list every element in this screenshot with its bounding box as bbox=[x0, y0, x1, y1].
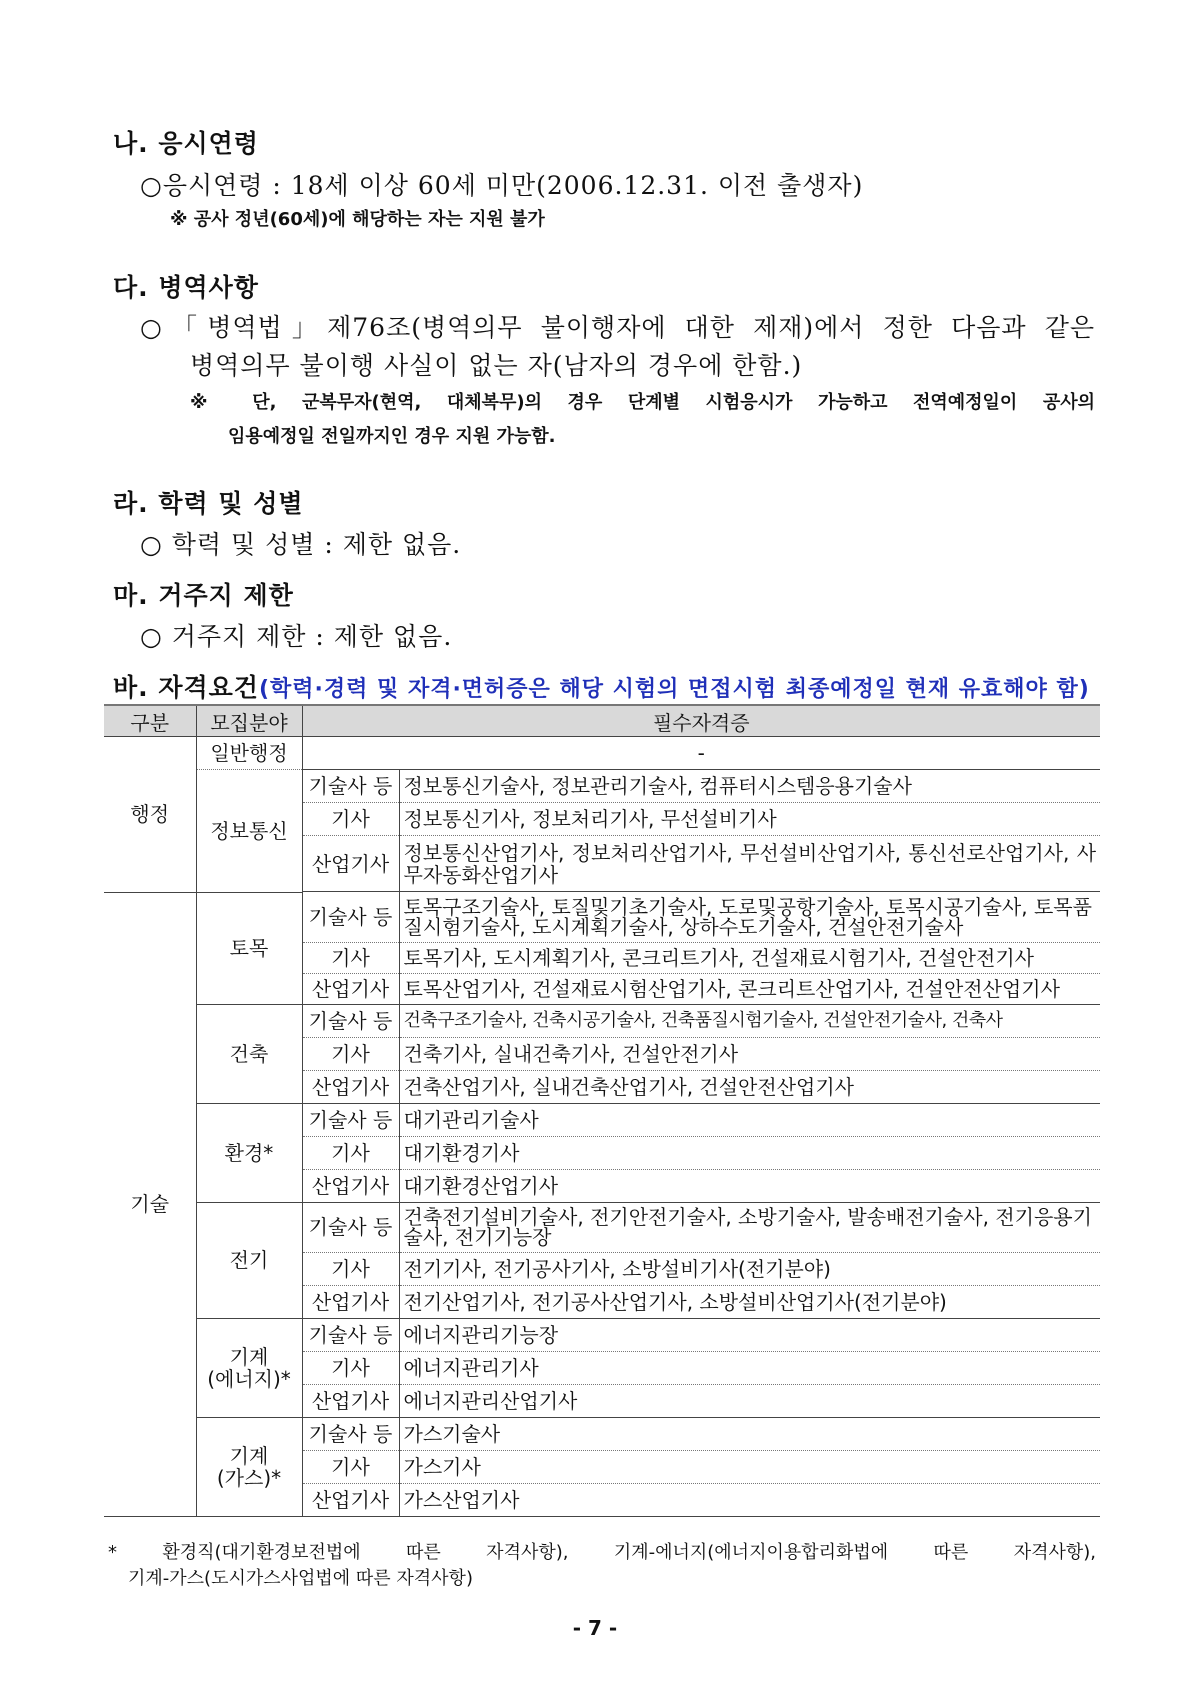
group-tech: 기술 bbox=[104, 892, 196, 1516]
table-row bbox=[104, 1417, 1100, 1450]
field-civil: 토목 bbox=[196, 892, 302, 1004]
residence-item: ○ 거주지 제한 : 제한 없음. bbox=[140, 622, 453, 651]
requirements-table bbox=[104, 704, 1100, 1517]
age-note: ※ 공사 정년(60세)에 해당하는 자는 지원 불가 bbox=[170, 209, 545, 230]
section-heading-education: 라. 학력 및 성별 bbox=[113, 489, 304, 518]
level-label: 기사 bbox=[302, 1450, 399, 1483]
age-item: ○응시연령 : 18세 이상 60세 미만(2006.12.31. 이전 출생자) bbox=[140, 171, 864, 200]
cert-list: 대기환경기사 bbox=[399, 1136, 1100, 1169]
military-item-line2: 병역의무 불이행 사실이 없는 자(남자의 경우에 한함.) bbox=[190, 351, 803, 380]
cert-list: 에너지관리기사 bbox=[399, 1351, 1100, 1384]
group-admin: 행정 bbox=[104, 737, 196, 893]
level-label: 산업기사 bbox=[302, 1483, 399, 1516]
section-heading-residence: 마. 거주지 제한 bbox=[113, 581, 294, 610]
table-row bbox=[104, 1202, 1100, 1252]
cert-list: 건축구조기술사, 건축시공기술사, 건축품질시험기술사, 건설안전기술사, 건축사 bbox=[399, 1004, 1100, 1037]
cert-list: 정보통신산업기사, 정보처리산업기사, 무선설비산업기사, 통신선로산업기사, 사무자동화산업기사 bbox=[399, 836, 1100, 892]
table-row bbox=[104, 1318, 1100, 1351]
level-label: 산업기사 bbox=[302, 1169, 399, 1202]
section-heading-age: 나. 응시연령 bbox=[113, 129, 259, 158]
header-category: 구분 bbox=[104, 705, 196, 737]
education-item: ○ 학력 및 성별 : 제한 없음. bbox=[140, 530, 462, 559]
field-env: 환경* bbox=[196, 1103, 302, 1202]
level-label: 기술사 등 bbox=[302, 770, 399, 803]
level-label: 산업기사 bbox=[302, 1384, 399, 1417]
cert-list: 가스산업기사 bbox=[399, 1483, 1100, 1516]
cert-list: 전기산업기사, 전기공사산업기사, 소방설비산업기사(전기분야) bbox=[399, 1285, 1100, 1318]
level-label: 기술사 등 bbox=[302, 892, 399, 942]
table-row bbox=[104, 737, 1100, 770]
level-label: 기사 bbox=[302, 1037, 399, 1070]
level-label: 기술사 등 bbox=[302, 1318, 399, 1351]
cert-list: 건축전기설비기술사, 전기안전기술사, 소방기술사, 발송배전기술사, 전기응용기술사, 전기기능장 bbox=[399, 1202, 1100, 1252]
field-mech-gas-line1: 기계 bbox=[229, 1443, 269, 1468]
cert-list: 가스기술사 bbox=[399, 1417, 1100, 1450]
table-header-row bbox=[104, 705, 1100, 737]
table-row bbox=[104, 1004, 1100, 1037]
military-note-line1: ※ 단, 군복무자(현역, 대체복무)의 경우 단계별 시험응시가 가능하고 전역예정일이 공사의 bbox=[190, 392, 1095, 413]
military-note-line2: 임용예정일 전일까지인 경우 지원 가능함. bbox=[228, 426, 556, 447]
level-label: 기사 bbox=[302, 1252, 399, 1285]
cert-list: 정보통신기술사, 정보관리기술사, 컴퓨터시스템응용기술사 bbox=[399, 770, 1100, 803]
field-mech-gas bbox=[196, 1417, 302, 1516]
level-label: 기사 bbox=[302, 803, 399, 836]
section-heading-military: 다. 병역사항 bbox=[113, 273, 259, 302]
cert-list: 가스기사 bbox=[399, 1450, 1100, 1483]
cert-list: 에너지관리산업기사 bbox=[399, 1384, 1100, 1417]
cert-general-admin: - bbox=[302, 737, 1100, 770]
cert-list: 건축산업기사, 실내건축산업기사, 건설안전산업기사 bbox=[399, 1070, 1100, 1103]
cert-list: 대기관리기술사 bbox=[399, 1103, 1100, 1136]
field-arch: 건축 bbox=[196, 1004, 302, 1103]
qualification-subtitle: (학력·경력 및 자격·면허증은 해당 시험의 면접시험 최종예정일 현재 유효해야 함) bbox=[258, 677, 1090, 702]
section-heading-qualification bbox=[113, 668, 1090, 704]
level-label: 산업기사 bbox=[302, 836, 399, 892]
cert-list: 토목구조기술사, 토질및기초기술사, 도로및공항기술사, 토목시공기술사, 토목품질시험기술사, 도시계획기술사, 상하수도기술사, 건설안전기술사 bbox=[399, 892, 1100, 942]
field-mech-energy-line1: 기계 bbox=[229, 1344, 269, 1369]
cert-list: 전기기사, 전기공사기사, 소방설비기사(전기분야) bbox=[399, 1252, 1100, 1285]
level-label: 산업기사 bbox=[302, 973, 399, 1004]
cert-list: 에너지관리기능장 bbox=[399, 1318, 1100, 1351]
field-info: 정보통신 bbox=[196, 770, 302, 893]
cert-list: 토목산업기사, 건설재료시험산업기사, 콘크리트산업기사, 건설안전산업기사 bbox=[399, 973, 1100, 1004]
level-label: 산업기사 bbox=[302, 1285, 399, 1318]
level-label: 기술사 등 bbox=[302, 1202, 399, 1252]
field-mech-energy-line2: (에너지)* bbox=[207, 1366, 291, 1391]
military-item-line1: ○「병역법」제76조(병역의무 불이행자에 대한 제재)에서 정한 다음과 같은 bbox=[140, 313, 1095, 342]
header-certificate: 필수자격증 bbox=[302, 705, 1100, 737]
level-label: 기사 bbox=[302, 1351, 399, 1384]
level-label: 기술사 등 bbox=[302, 1103, 399, 1136]
qualification-heading: 바. 자격요건 bbox=[113, 673, 259, 702]
cert-list: 정보통신기사, 정보처리기사, 무선설비기사 bbox=[399, 803, 1100, 836]
cert-list: 대기환경산업기사 bbox=[399, 1169, 1100, 1202]
field-elec: 전기 bbox=[196, 1202, 302, 1318]
table-row bbox=[104, 892, 1100, 942]
footnote-line2: 기계-가스(도시가스사업법에 따른 자격사항) bbox=[128, 1568, 473, 1589]
table-row bbox=[104, 1103, 1100, 1136]
level-label: 기사 bbox=[302, 1136, 399, 1169]
field-mech-energy bbox=[196, 1318, 302, 1417]
cert-list: 건축기사, 실내건축기사, 건설안전기사 bbox=[399, 1037, 1100, 1070]
field-general-admin: 일반행정 bbox=[196, 737, 302, 770]
page-number: - 7 - bbox=[572, 1616, 618, 1640]
footnote-line1: * 환경직(대기환경보전법에 따른 자격사항), 기계-에너지(에너지이용합리화법에 따른 자격사항), bbox=[108, 1542, 1096, 1563]
table-row bbox=[104, 770, 1100, 803]
level-label: 산업기사 bbox=[302, 1070, 399, 1103]
field-mech-gas-line2: (가스)* bbox=[216, 1465, 282, 1490]
level-label: 기술사 등 bbox=[302, 1417, 399, 1450]
level-label: 기사 bbox=[302, 942, 399, 973]
header-field: 모집분야 bbox=[196, 705, 302, 737]
level-label: 기술사 등 bbox=[302, 1004, 399, 1037]
cert-list: 토목기사, 도시계획기사, 콘크리트기사, 건설재료시험기사, 건설안전기사 bbox=[399, 942, 1100, 973]
